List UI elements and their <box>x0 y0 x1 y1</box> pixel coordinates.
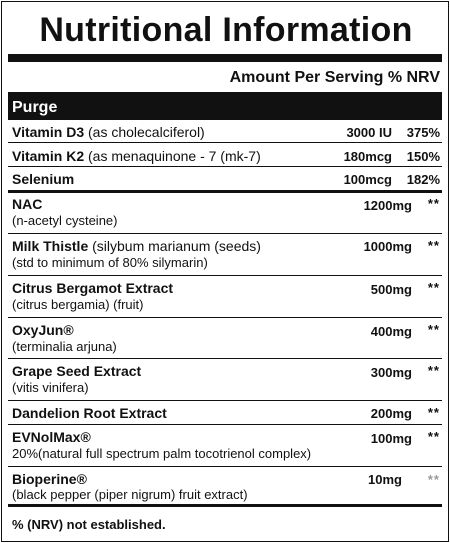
row-subtext: (black pepper (piper nigrum) fruit extract) <box>12 487 248 502</box>
row-name: Dandelion Root Extract <box>12 405 167 421</box>
row-name: NAC <box>12 196 43 212</box>
row-amount: 10mg <box>368 472 402 487</box>
row-amount: 400mg <box>370 324 412 339</box>
row-subtext: (n-acetyl cysteine) <box>12 213 118 228</box>
row-name: Selenium <box>12 171 75 187</box>
row-name: Grape Seed Extract <box>12 363 142 379</box>
row-nrv: ** <box>427 238 440 253</box>
row-name: Vitamin D3 (as cholecalciferol) <box>12 124 205 140</box>
table-row <box>8 467 442 507</box>
footnote: % (NRV) not established. <box>12 517 166 532</box>
table-row <box>8 318 442 359</box>
row-nrv: ** <box>427 472 440 487</box>
table-row <box>8 234 442 276</box>
nutrition-panel <box>1 1 449 542</box>
row-amount: 3000 IU <box>346 125 392 140</box>
row-subtext: (citrus bergamia) (fruit) <box>12 297 144 312</box>
row-amount: 500mg <box>370 282 412 297</box>
row-name: Milk Thistle (silybum marianum (seeds) <box>12 238 261 254</box>
row-nrv: 182% <box>406 172 440 187</box>
panel-title: Nutritional Information <box>39 11 413 49</box>
nutrient-list <box>8 120 442 507</box>
section-bar: Purge <box>8 96 442 120</box>
table-row <box>8 276 442 318</box>
title-divider <box>8 54 442 62</box>
row-amount: 1000mg <box>363 239 412 254</box>
row-name: OxyJun® <box>12 322 74 338</box>
row-nrv: 150% <box>406 149 440 164</box>
row-subtext: (terminalia arjuna) <box>12 339 117 354</box>
row-name: Citrus Bergamot Extract <box>12 280 174 296</box>
table-row <box>8 359 442 401</box>
row-nrv: ** <box>427 429 440 444</box>
row-subtext: (vitis vinifera) <box>12 380 89 395</box>
row-name: Vitamin K2 (as menaquinone - 7 (mk-7) <box>12 148 261 164</box>
row-nrv: ** <box>427 363 440 378</box>
row-amount: 100mcg <box>343 172 392 187</box>
row-amount: 300mg <box>370 365 412 380</box>
serving-header: Amount Per Serving % NRV <box>229 69 440 86</box>
table-row <box>8 143 442 167</box>
table-row <box>8 401 442 425</box>
row-name: Bioperine® <box>12 471 87 487</box>
row-subtext: 20%(natural full spectrum palm tocotrienol complex) <box>12 446 312 461</box>
row-amount: 200mg <box>370 406 412 421</box>
table-row <box>8 120 442 143</box>
row-nrv: ** <box>427 322 440 337</box>
row-nrv: ** <box>427 196 440 211</box>
row-nrv: ** <box>427 405 440 420</box>
row-name: EVNolMax® <box>12 429 91 445</box>
row-nrv: ** <box>427 280 440 295</box>
row-amount: 100mg <box>370 431 412 446</box>
table-row <box>8 193 442 234</box>
row-subtext: (std to minimum of 80% silymarin) <box>12 255 208 270</box>
row-amount: 1200mg <box>363 198 412 213</box>
row-nrv: 375% <box>406 125 440 140</box>
table-row <box>8 425 442 467</box>
table-row <box>8 167 442 193</box>
row-amount: 180mcg <box>343 149 392 164</box>
